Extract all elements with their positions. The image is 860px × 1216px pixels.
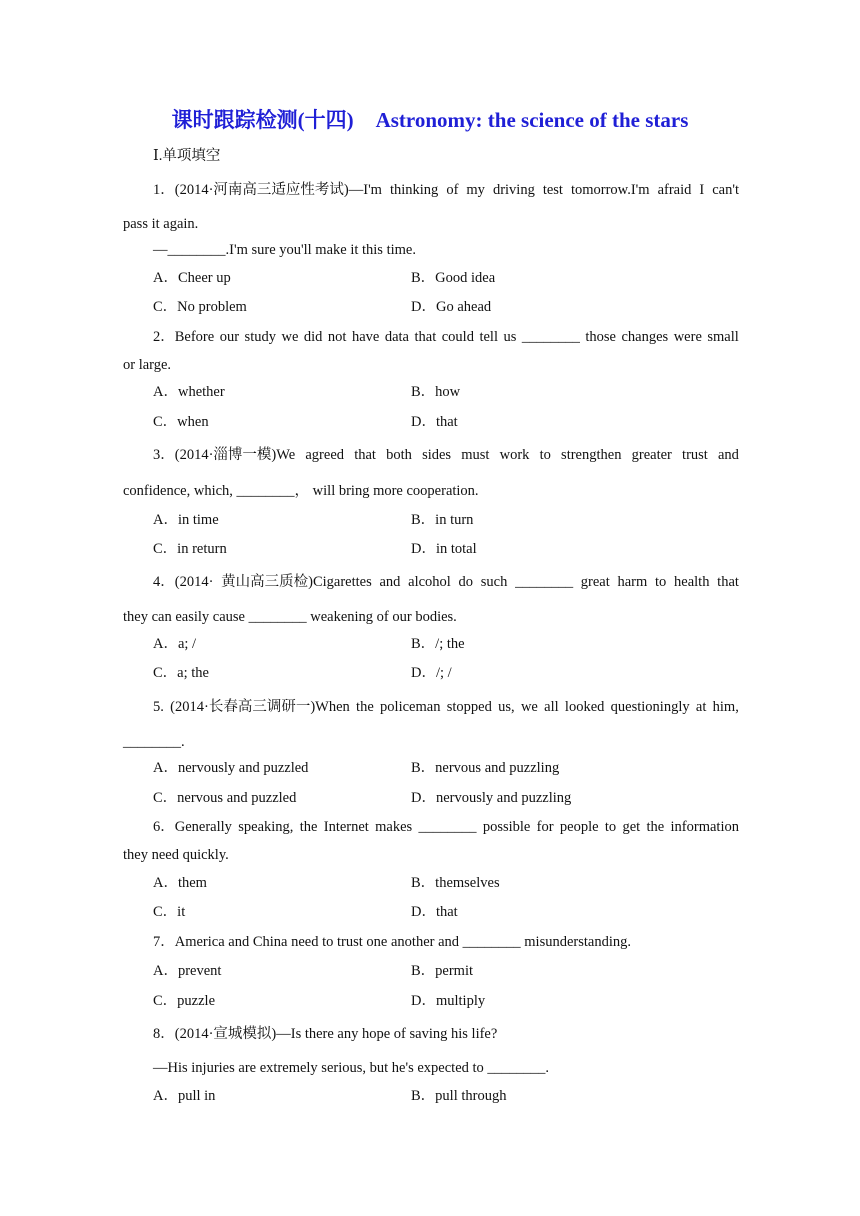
stem-word: that bbox=[717, 574, 739, 590]
q8-option-a: A．pull in bbox=[153, 1088, 216, 1104]
stem-word: and bbox=[718, 447, 739, 463]
stem-word: ________ bbox=[418, 819, 477, 835]
stem-word: work bbox=[499, 447, 530, 463]
stem-word: we bbox=[281, 329, 299, 345]
stem-word: alcohol bbox=[408, 574, 451, 590]
q6-option-b: B．themselves bbox=[411, 875, 500, 891]
q6-stem-line-1 bbox=[153, 817, 739, 837]
q4-option-b: B．/; the bbox=[411, 636, 465, 652]
stem-word: trust bbox=[682, 447, 708, 463]
stem-word: did bbox=[303, 329, 323, 345]
stem-word: agreed bbox=[305, 447, 345, 463]
q5-option-c: C．nervous and puzzled bbox=[153, 790, 297, 806]
stem-word: test bbox=[542, 182, 563, 198]
stem-word: him, bbox=[712, 699, 739, 715]
stem-word: do bbox=[458, 574, 474, 590]
stem-word: information bbox=[670, 819, 739, 835]
q2-option-d: D．that bbox=[411, 414, 458, 430]
stem-word: study bbox=[244, 329, 276, 345]
stem-word: for bbox=[536, 819, 554, 835]
q8-stem-line-2: —His injuries are extremely serious, but he's expected to ________. bbox=[153, 1060, 550, 1076]
q7-stem-line-1: 7．America and China need to trust one another and ________ misunderstanding. bbox=[153, 934, 631, 950]
q3-option-a: A．in time bbox=[153, 512, 219, 528]
q8-stem-line-1: 8．(2014·宣城模拟)—Is there any hope of saving his life? bbox=[153, 1026, 498, 1042]
stem-word: people bbox=[559, 819, 599, 835]
stem-word: those bbox=[585, 329, 616, 345]
q5-option-b: B．nervous and puzzling bbox=[411, 760, 560, 776]
stem-word: 3．(2014·淄博一模)We bbox=[153, 447, 296, 463]
q5-stem-line-1 bbox=[153, 697, 739, 717]
stem-word: driving bbox=[492, 182, 535, 198]
stem-word: not bbox=[327, 329, 347, 345]
stem-word: stopped bbox=[446, 699, 492, 715]
q6-option-c: C．it bbox=[153, 904, 186, 920]
stem-word: my bbox=[466, 182, 485, 198]
stem-word: questioningly bbox=[610, 699, 690, 715]
stem-word: makes bbox=[375, 819, 413, 835]
q7-option-d: D．multiply bbox=[411, 993, 486, 1009]
q6-option-a: A．them bbox=[153, 875, 207, 891]
q4-option-c: C．a; the bbox=[153, 665, 209, 681]
q5-stem-line-2: ________. bbox=[123, 734, 185, 750]
q2-option-b: B．how bbox=[411, 384, 461, 400]
stem-word: possible bbox=[482, 819, 531, 835]
q3-option-d: D．in total bbox=[411, 541, 477, 557]
stem-word: to bbox=[655, 574, 667, 590]
stem-word: of bbox=[446, 182, 459, 198]
stem-word: speaking, bbox=[238, 819, 294, 835]
stem-word: were bbox=[673, 329, 702, 345]
stem-word: must bbox=[461, 447, 490, 463]
stem-word: that bbox=[414, 329, 437, 345]
stem-word: afraid bbox=[657, 182, 692, 198]
stem-word: the bbox=[299, 819, 318, 835]
stem-word: sides bbox=[422, 447, 452, 463]
stem-word: could bbox=[441, 329, 474, 345]
stem-word: such bbox=[480, 574, 508, 590]
stem-word: at bbox=[695, 699, 707, 715]
q5-option-d: D．nervously and puzzling bbox=[411, 790, 572, 806]
stem-word: 1．(2014·河南高三适应性考试)—I'm bbox=[153, 182, 382, 198]
q2-stem-line-2: or large. bbox=[123, 357, 172, 373]
q3-stem-line-1 bbox=[153, 445, 739, 465]
stem-word: to bbox=[539, 447, 551, 463]
stem-word: 2．Before bbox=[153, 329, 215, 345]
stem-word: I bbox=[699, 182, 705, 198]
stem-word: tell bbox=[479, 329, 498, 345]
q1-option-b: B．Good idea bbox=[411, 270, 496, 286]
stem-word: ________ bbox=[521, 329, 580, 345]
stem-word: us, bbox=[498, 699, 515, 715]
q8-option-b: B．pull through bbox=[411, 1088, 507, 1104]
q7-option-b: B．permit bbox=[411, 963, 474, 979]
q1-option-a: A．Cheer up bbox=[153, 270, 231, 286]
stem-word: policeman bbox=[380, 699, 441, 715]
stem-word: that bbox=[354, 447, 376, 463]
stem-word: small bbox=[707, 329, 739, 345]
stem-word: ________ bbox=[515, 574, 574, 590]
stem-word: have bbox=[351, 329, 380, 345]
stem-word: 4．(2014· bbox=[153, 574, 214, 590]
q1-stem-line-2: pass it again. bbox=[123, 216, 199, 232]
stem-word: all bbox=[544, 699, 559, 715]
stem-word: looked bbox=[564, 699, 605, 715]
page-title bbox=[0, 104, 860, 134]
stem-word: Internet bbox=[323, 819, 369, 835]
stem-word: 黄山高三质检)Cigarettes bbox=[221, 574, 372, 590]
stem-word: greater bbox=[631, 447, 672, 463]
title-chinese: 课时跟踪检测(十四) bbox=[171, 108, 354, 132]
q1-stem-line-1 bbox=[153, 180, 739, 200]
q3-stem-line-2: confidence, which, ________， will bring more cooperation. bbox=[123, 483, 479, 499]
q1-stem-line-3: —________.I'm sure you'll make it this time. bbox=[153, 242, 416, 258]
stem-word: both bbox=[386, 447, 412, 463]
q4-option-a: A．a; / bbox=[153, 636, 197, 652]
stem-word: (2014·长春高三调研一)When bbox=[170, 699, 350, 715]
q6-stem-line-2: they need quickly. bbox=[123, 847, 229, 863]
stem-word: strengthen bbox=[561, 447, 622, 463]
q5-option-a: A．nervously and puzzled bbox=[153, 760, 309, 776]
q2-option-c: C．when bbox=[153, 414, 209, 430]
stem-word: we bbox=[520, 699, 538, 715]
stem-word: the bbox=[646, 819, 665, 835]
q4-stem-line-2: they can easily cause ________ weakening of our bodies. bbox=[123, 609, 457, 625]
stem-word: our bbox=[219, 329, 240, 345]
q3-option-b: B．in turn bbox=[411, 512, 474, 528]
stem-word: data bbox=[384, 329, 409, 345]
q7-option-c: C．puzzle bbox=[153, 993, 216, 1009]
q2-option-a: A．whether bbox=[153, 384, 225, 400]
stem-word: get bbox=[622, 819, 641, 835]
q1-option-d: D．Go ahead bbox=[411, 299, 492, 315]
stem-word: 6．Generally bbox=[153, 819, 232, 835]
q4-stem-line-1 bbox=[153, 572, 739, 592]
stem-word: and bbox=[379, 574, 401, 590]
title-english: Astronomy: the science of the stars bbox=[375, 108, 689, 132]
q2-stem-line-1 bbox=[153, 327, 739, 347]
stem-word: changes bbox=[621, 329, 669, 345]
stem-word: to bbox=[604, 819, 617, 835]
stem-word: the bbox=[356, 699, 374, 715]
q1-option-c: C．No problem bbox=[153, 299, 247, 315]
section-heading: Ⅰ.单项填空 bbox=[153, 148, 221, 164]
q6-option-d: D．that bbox=[411, 904, 458, 920]
stem-word: us bbox=[503, 329, 517, 345]
q3-option-c: C．in return bbox=[153, 541, 227, 557]
stem-word: harm bbox=[617, 574, 648, 590]
stem-word: 5. bbox=[153, 699, 164, 715]
q4-option-d: D．/; / bbox=[411, 665, 452, 681]
stem-word: health bbox=[674, 574, 710, 590]
stem-word: thinking bbox=[389, 182, 439, 198]
stem-word: can't bbox=[712, 182, 739, 198]
stem-word: tomorrow.I'm bbox=[570, 182, 650, 198]
stem-word: great bbox=[580, 574, 610, 590]
q7-option-a: A．prevent bbox=[153, 963, 222, 979]
